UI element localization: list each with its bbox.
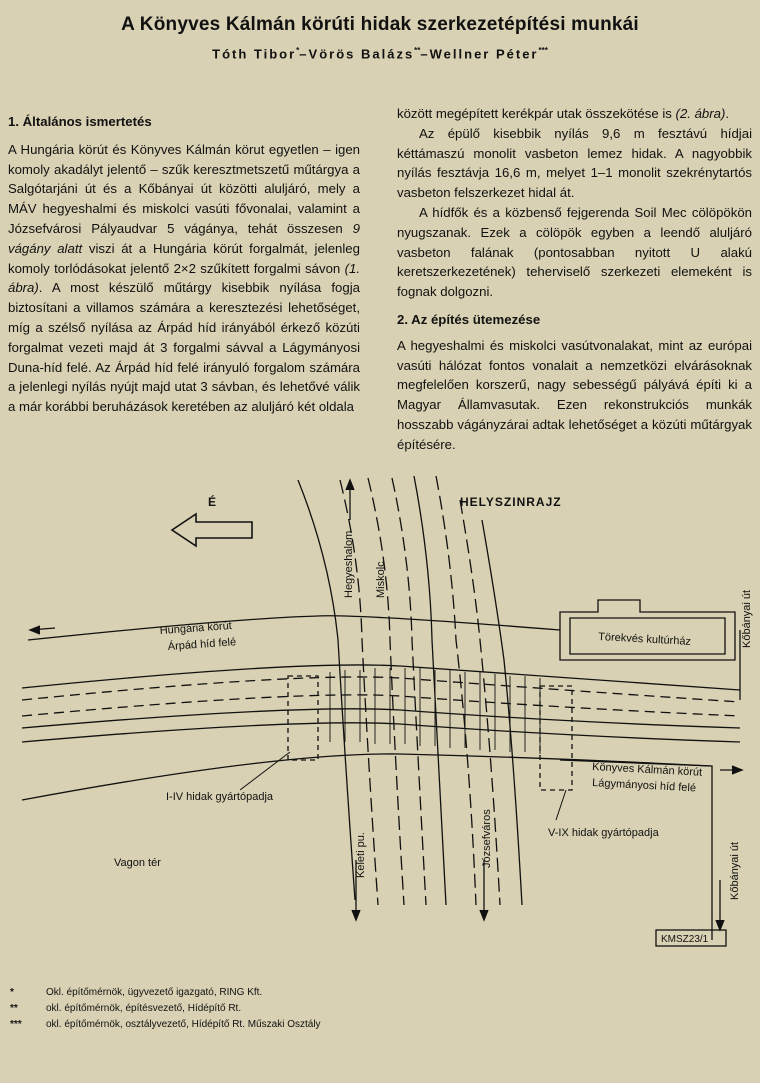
author-2: –Vörös Balázs (299, 46, 415, 62)
right-column (397, 104, 752, 455)
span-paragraph: Az épülő kisebbik nyílás 9,6 m fesztávú hídjai kéttámaszú monolit vasbeton lemez hidak. A nagyobbik nyílás fesztávja 16,6 m, melyet 1–1 monolit szekrénytartós vasbeton felszerkezet hidal át. (397, 125, 752, 201)
author-2-mark: ** (414, 46, 421, 55)
label-torekves: Törekvés kultúrház (597, 631, 692, 648)
author-3-mark: *** (538, 46, 548, 55)
label-hegyeshalom: Hegyeshalom (343, 530, 355, 598)
label-miskolc: Miskolc (375, 561, 387, 598)
label-arpad: Árpád híd felé (167, 636, 237, 653)
continuation-paragraph: között megépített kerékpár utak összekötése is (2. ábra). (397, 106, 730, 121)
label-vagon-ter: Vagon tér (114, 857, 161, 869)
author-3: –Wellner Péter (420, 46, 539, 62)
figure-id: KMSZ23/1 (661, 934, 709, 945)
label-jozsefvaros: Józsefváros (481, 809, 493, 868)
authors-line (0, 46, 760, 61)
label-hungaria: Hungária körút (159, 619, 233, 637)
north-label: É (208, 495, 217, 509)
label-konyves: Könyves Kálmán körút (591, 761, 703, 779)
map-title: HELYSZINRAJZ (460, 495, 562, 509)
section-1-heading: 1. Általános ismertetés (8, 114, 152, 129)
label-gyartopad-left: I-IV hidak gyártópadja (166, 791, 274, 803)
section-2-heading: 2. Az építés ütemezése (397, 311, 541, 327)
section-1-paragraph: A Hungária körút és Könyves Kálmán körut egyetlen – igen komoly akadályt jelentő – szűk keresztmetszetű műtárgya a Salgótarjáni út és a Kőbányai út közötti aluljáró, mely a MÁV hegyeshalmi és miskolci vasúti fővonalai, valamint a Józsefvárosi Pályaudvar 5 vágánya, tehát összesen 9 vágány alatt viszi át a Hungária körút forgalmát, jelenleg komoly torlódásokat jelentő 2×2 szűkített forgalmi sávon (1. ábra). A most készülő műtárgy kisebbik nyílása fogja biztosítani a villamos számára a keresztezési lehetőséget, míg a szélső nyílása az Árpád híd irányából érkező közúti forgalmat vezeti majd át 3 forgalmi sávval a Lágymányosi Duna-híd felé. Az Árpád híd felé irányuló forgalom számára a jelenlegi nyílás nyújt majd utat 3 sávban, és lehetővé válik a már korábbi beruházások keretében az aluljáró két oldala (8, 141, 360, 415)
gyartopad-left-box (288, 676, 318, 760)
schedule-paragraph: A hegyeshalmi és miskolci vasútvonalakat, mint az európai vasúti hálózat fontos vonalait a nemzetközi elvárásoknak megfelelően korszerű, nagy sebességű pályává építi ki a Magyar Államvasutak. Ezen rekonstrukciós munkák hosszabb vágányzárai adtak lehetőséget a közúti műtárgyak építésére. (397, 337, 752, 452)
footnote-2: ** okl. építőmérnök, építésvezető, Hídépítő Rt. (10, 1003, 242, 1014)
author-1: Tóth Tibor (212, 46, 297, 62)
torekves-building (560, 600, 735, 660)
label-kobanyai-bottom: Kőbányai út (729, 841, 741, 900)
gyartopad-right-box (540, 686, 572, 790)
article-title: A Könyves Kálmán körúti hidak szerkezetépítési munkái (121, 14, 639, 35)
label-gyartopad-right: V-IX hidak gyártópadja (548, 827, 659, 839)
label-lagymanyosi: Lágymányosi híd felé (591, 777, 697, 795)
pile-paragraph: A hídfők és a közbenső fejgerenda Soil Mec cölöpökön nyugszanak. Ezek a cölöpök egyben a leendő aluljáró vasbeton falának (pontosabban nyitott U alakú keretszerkezetének) teherviselő szerkezeti elemeként is fognak dolgozni. (397, 204, 752, 300)
author-1-mark: * (296, 46, 300, 55)
label-kobanyai-top: Kőbányai út (741, 589, 753, 648)
left-column (8, 112, 360, 417)
site-plan-map (0, 460, 760, 960)
north-arrow-icon (172, 514, 252, 546)
footnote-1: * Okl. építőmérnök, ügyvezető igazgató, RING Kft. (10, 987, 263, 998)
footnote-3: *** okl. építőmérnök, osztályvezető, Hídépítő Rt. Műszaki Osztály (10, 1019, 321, 1030)
label-keleti: Keleti pu. (355, 832, 367, 878)
